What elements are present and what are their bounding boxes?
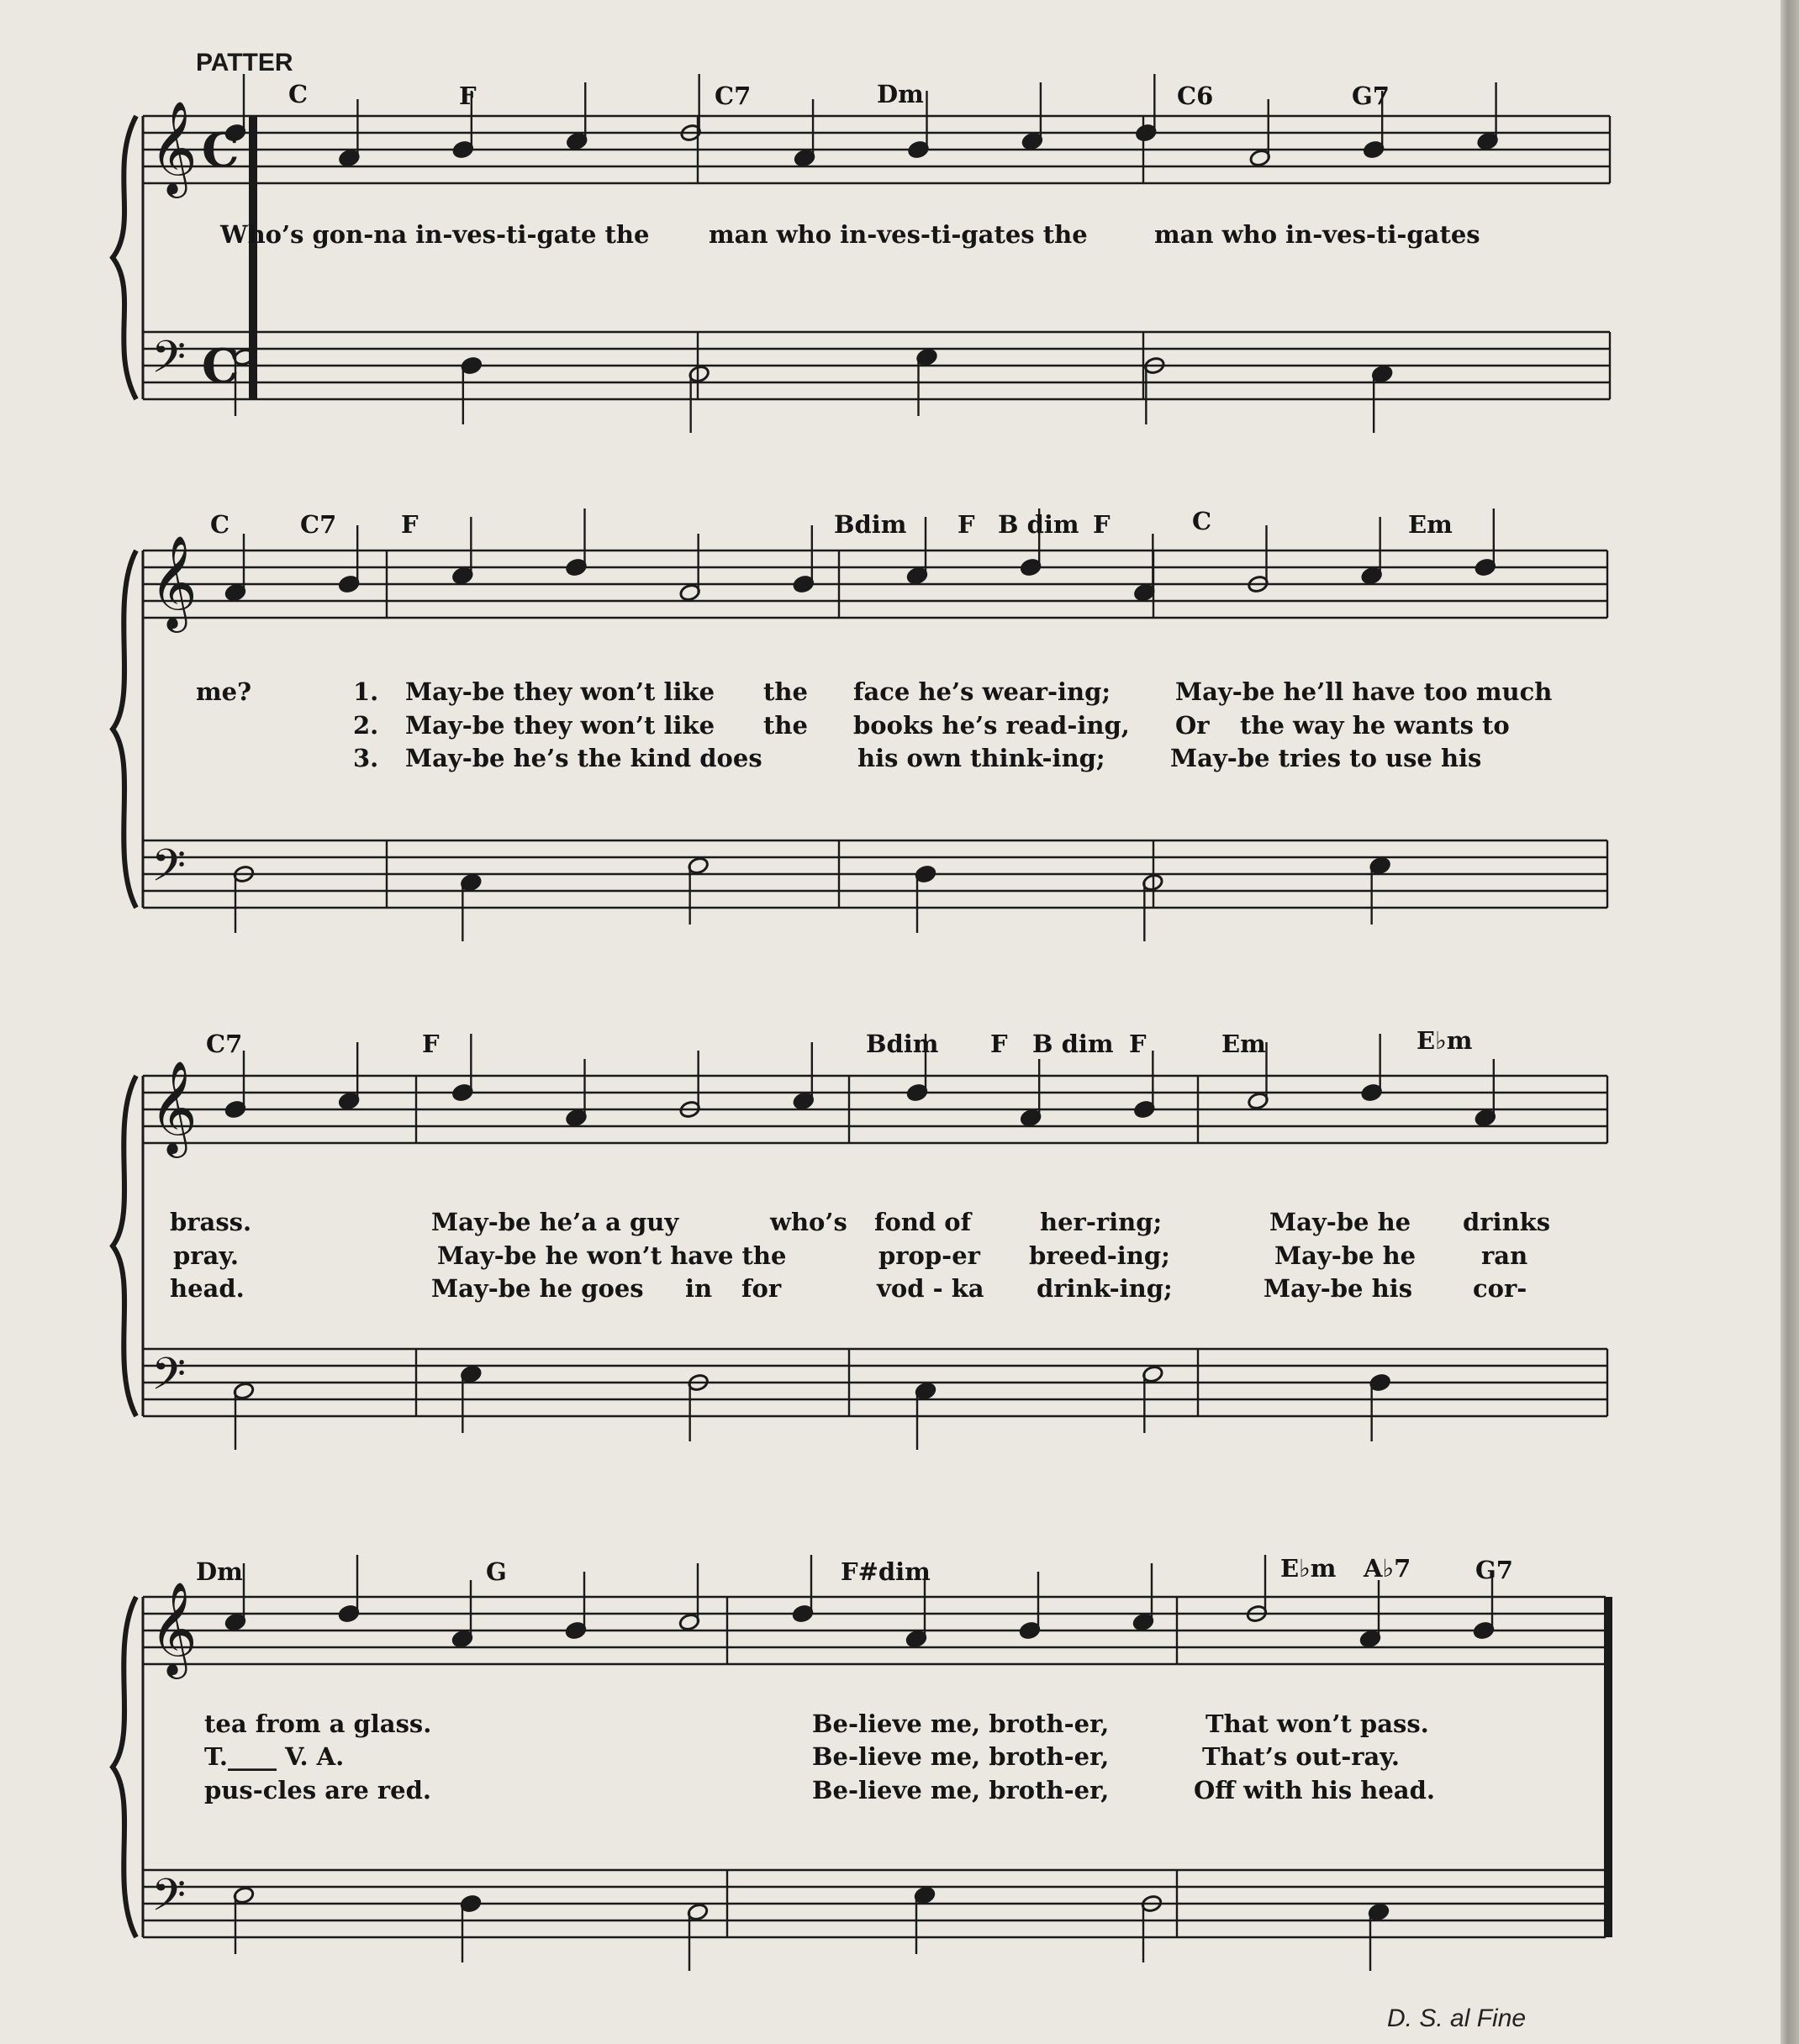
lyric-text: drink-ing; — [1037, 1274, 1173, 1303]
lyric-text: prop-er — [878, 1241, 980, 1270]
chord-symbol: C7 — [715, 82, 752, 110]
footer-direction: D. S. al Fine — [1387, 2004, 1527, 2032]
chord-symbol: E♭m — [1280, 1554, 1337, 1583]
lyric-text: cor- — [1473, 1274, 1527, 1303]
chord-symbol: Dm — [196, 1557, 243, 1586]
lyric-text: vod - ka — [877, 1274, 984, 1303]
chord-symbol: C — [288, 80, 309, 108]
time-signature: C — [202, 339, 240, 394]
bass-clef: 𝄢 — [151, 1870, 187, 1932]
lyric-text: brass. — [170, 1208, 252, 1236]
chord-symbol: F — [1093, 510, 1111, 539]
lyric-text: May-be tries to use his — [1170, 744, 1482, 772]
chord-symbol: F — [422, 1030, 440, 1058]
chord-symbol: G7 — [1475, 1556, 1513, 1584]
lyric-text: in — [685, 1274, 713, 1303]
lyric-text: May-be he goes — [431, 1274, 644, 1303]
section-label: PATTER — [196, 49, 293, 76]
brace — [113, 1076, 136, 1416]
chord-symbol: F — [401, 510, 419, 539]
chord-symbol: A♭7 — [1364, 1554, 1411, 1583]
lyric-text: face he’s wear-ing; — [853, 677, 1111, 706]
lyric-text: May-be he — [1274, 1241, 1417, 1270]
lyric-text: her-ring; — [1040, 1208, 1163, 1236]
chord-symbol: F — [990, 1030, 1008, 1058]
lyric-text: fond of — [874, 1208, 972, 1236]
verse-number: 2. — [353, 711, 379, 740]
chord-symbol: Dm — [877, 80, 924, 108]
verse-number: 3. — [353, 744, 379, 772]
lyric-text: May-be they won’t like — [405, 711, 715, 740]
treble-clef: 𝄞 — [150, 1060, 198, 1154]
lyric-text: Be-lieve me, broth-er, — [812, 1742, 1110, 1771]
treble-clef: 𝄞 — [150, 535, 198, 629]
chord-symbol: E♭m — [1417, 1026, 1473, 1055]
chord-symbol: Bdim — [866, 1030, 939, 1058]
chord-symbol: F#dim — [841, 1557, 931, 1586]
chord-symbol: C — [210, 510, 230, 539]
chord-symbol: C6 — [1177, 82, 1214, 110]
time-signature: C — [202, 123, 240, 178]
lyric-text: Off with his head. — [1194, 1776, 1435, 1804]
lyric-text: books he’s read-ing, — [853, 711, 1130, 740]
chord-symbol: G7 — [1352, 82, 1390, 110]
lyric-text: May-be he’ll have too much — [1175, 677, 1553, 706]
lyric-text: for — [741, 1274, 782, 1303]
final-repeat-bar — [1604, 1597, 1612, 1937]
chord-symbol: F — [1129, 1030, 1147, 1058]
chord-symbol: Em — [1408, 510, 1453, 539]
treble-clef: 𝄞 — [150, 1581, 198, 1675]
chord-symbol: F — [459, 82, 477, 110]
lyric-text: head. — [170, 1274, 245, 1303]
lyric-text: man who in-ves-ti-gates the — [709, 220, 1088, 249]
brace — [113, 551, 136, 908]
lyric-text: pray. — [173, 1241, 239, 1270]
chord-symbol: B dim — [998, 510, 1079, 539]
chord-symbol: Em — [1221, 1030, 1266, 1058]
lyric-text: me? — [196, 677, 252, 706]
lyric-text: the — [763, 711, 808, 740]
repeat-bar — [249, 116, 257, 399]
chord-symbol: C7 — [300, 510, 337, 539]
lyric-text: That won’t pass. — [1205, 1709, 1429, 1738]
brace — [113, 1597, 136, 1937]
lyric-text: his own think-ing; — [857, 744, 1105, 772]
verse-number: 1. — [353, 677, 379, 706]
lyric-text: Be-lieve me, broth-er, — [812, 1776, 1110, 1804]
chord-symbol: Bdim — [834, 510, 907, 539]
lyric-text: May-be he won’t have the — [437, 1241, 787, 1270]
lyric-text: Or — [1175, 711, 1210, 740]
lyric-text: who’s — [770, 1208, 847, 1236]
lyric-text: Be-lieve me, broth-er, — [812, 1709, 1110, 1738]
lyric-text: ran — [1481, 1241, 1528, 1270]
treble-clef: 𝄞 — [150, 100, 198, 194]
lyric-text: May-be he — [1269, 1208, 1411, 1236]
lyric-text: That’s out-ray. — [1202, 1742, 1400, 1771]
bass-clef: 𝄢 — [151, 840, 187, 903]
lyric-text: pus-cles are red. — [204, 1776, 431, 1804]
lyric-text: May-be his — [1264, 1274, 1413, 1303]
lyric-text: Who’s gon-na in-ves-ti-gate the — [220, 220, 650, 249]
chord-symbol: G — [486, 1557, 507, 1586]
lyric-text: May-be he’s the kind does — [405, 744, 762, 772]
chord-symbol: C — [1192, 507, 1212, 535]
lyric-text: T.____ V. A. — [204, 1742, 345, 1771]
chord-symbol: F — [958, 510, 975, 539]
lyric-text: man who in-ves-ti-gates — [1154, 220, 1480, 249]
chord-symbol: B dim — [1032, 1030, 1114, 1058]
lyric-text: breed-ing; — [1029, 1241, 1170, 1270]
chord-symbol: C7 — [206, 1030, 243, 1058]
lyric-text: May-be they won’t like — [405, 677, 715, 706]
lyric-text: the way he wants to — [1240, 711, 1510, 740]
brace — [113, 116, 136, 399]
lyric-text: the — [763, 677, 808, 706]
bass-clef: 𝄢 — [151, 332, 187, 394]
lyric-text: tea from a glass. — [204, 1709, 432, 1738]
lyric-text: May-be he’a a guy — [431, 1208, 679, 1236]
lyric-text: drinks — [1463, 1208, 1551, 1236]
bass-clef: 𝄢 — [151, 1349, 187, 1411]
